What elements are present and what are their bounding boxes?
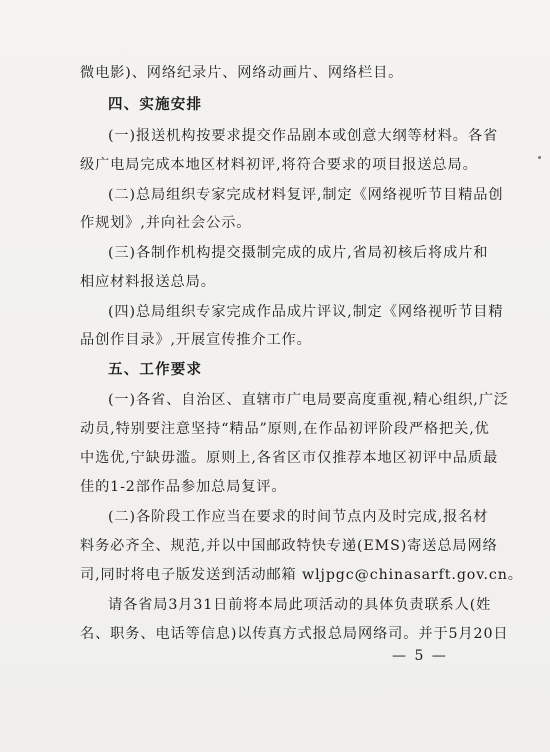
body-line-20: 名、职务、电话等信息)以传真方式报总局网络司。并于5月20日 — [80, 626, 509, 642]
body-line-6: 作规划》,并向社会公示。 — [80, 215, 252, 231]
section-heading-implementation: 四、实施安排 — [108, 97, 203, 113]
body-line-16: (二)各阶段工作应当在要求的时间节点内及时完成,报名材 — [108, 509, 489, 525]
body-line-17: 料务必齐全、规范,并以中国邮政特快专递(EMS)寄送总局网络 — [80, 538, 498, 554]
body-line-1: 微电影)、网络纪录片、网络动画片、网络栏目。 — [80, 65, 404, 81]
section-heading-requirements: 五、工作要求 — [108, 362, 203, 378]
body-line-5: (二)总局组织专家完成材料复评,制定《网络视听节目精品创 — [108, 187, 504, 203]
body-line-10: 品创作目录》,开展宣传推介工作。 — [80, 332, 312, 348]
body-line-19: 请各省局3月31日前将本局此项活动的具体负责联系人(姓 — [108, 597, 492, 613]
body-line-15: 佳的1-2部作品参加总局复评。 — [80, 479, 287, 495]
body-line-18: 司,同时将电子版发送到活动邮箱 wljpgc@chinasarft.gov.cn。 — [80, 567, 523, 583]
scan-speck — [538, 156, 541, 159]
page-number: — 5 — — [392, 648, 448, 664]
body-line-3: (一)报送机构按要求提交作品剧本或创意大纲等材料。各省 — [108, 128, 499, 144]
body-line-8: 相应材料报送总局。 — [80, 274, 216, 290]
body-line-4: 级广电局完成本地区材料初评,将符合要求的项目报送总局。 — [80, 157, 478, 173]
body-line-12: (一)各省、自治区、直辖市广电局要高度重视,精心组织,广泛 — [108, 392, 509, 408]
body-line-7: (三)各制作机构提交摄制完成的成片,省局初核后将成片和 — [108, 245, 489, 261]
body-line-9: (四)总局组织专家完成作品成片评议,制定《网络视听节目精 — [108, 304, 504, 320]
body-line-13: 动员,特别要注意坚持“精品”原则,在作品初评阶段严格把关,优 — [80, 421, 490, 437]
body-line-14: 中选优,宁缺毋滥。原则上,各省区市仅推荐本地区初评中品质最 — [80, 450, 499, 466]
